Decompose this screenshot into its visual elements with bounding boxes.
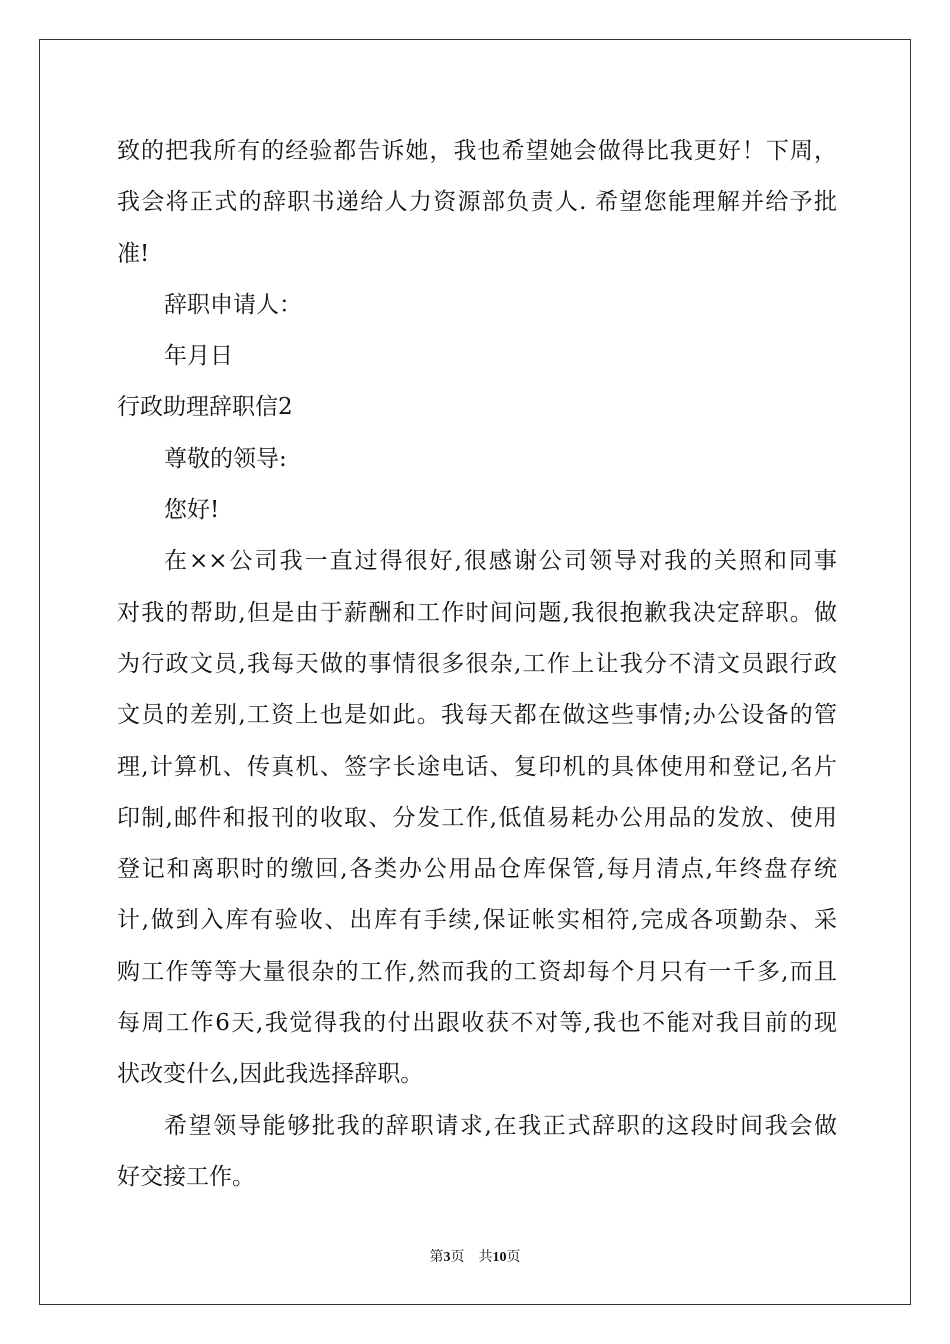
paragraph-line: 每周工作6天,我觉得我的付出跟收获不对等,我也不能对我目前的现 xyxy=(117,1010,837,1037)
paragraph-line: 希望领导能够批我的辞职请求,在我正式辞职的这段时间我会做 xyxy=(164,1112,837,1139)
paragraph-line: 致的把我所有的经验都告诉她，我也希望她会做得比我更好！下周， xyxy=(117,138,837,164)
salutation: 尊敬的领导: xyxy=(164,445,287,472)
section-title: 行政助理辞职信2 xyxy=(117,394,293,421)
date-line: 年月日 xyxy=(164,343,233,370)
paragraph-line: 计,做到入库有验收、出库有手续,保证帐实相符,完成各项勤杂、采 xyxy=(117,907,837,934)
page-suffix: 页 xyxy=(450,1250,465,1265)
paragraph-line: 理,计算机、传真机、签字长途电话、复印机的具体使用和登记,名片 xyxy=(117,753,837,780)
paragraph-line: 在××公司我一直过得很好,很感谢公司领导对我的关照和同事 xyxy=(164,548,837,575)
page-footer xyxy=(0,1247,950,1268)
paragraph-line: 对我的帮助,但是由于薪酬和工作时间问题,我很抱歉我决定辞职。做 xyxy=(117,599,837,626)
paragraph-line: 我会将正式的辞职书递给人力资源部负责人. 希望您能理解并给予批 xyxy=(117,189,837,216)
total-suffix: 页 xyxy=(506,1250,521,1265)
paragraph-line: 印制,邮件和报刊的收取、分发工作,低值易耗办公用品的发放、使用 xyxy=(117,804,837,831)
paragraph-line: 为行政文员,我每天做的事情很多很杂,工作上让我分不清文员跟行政 xyxy=(117,650,837,677)
paragraph-line: 购工作等等大量很杂的工作,然而我的工资却每个月只有一千多,而且 xyxy=(117,958,837,985)
greeting: 您好! xyxy=(164,497,220,524)
page-prefix: 第 xyxy=(429,1250,444,1265)
page-number: 3 xyxy=(443,1250,451,1265)
paragraph-line: 好交接工作。 xyxy=(117,1163,255,1190)
signature-label: 辞职申请人： xyxy=(164,291,302,318)
paragraph-line: 登记和离职时的缴回,各类办公用品仓库保管,每月清点,年终盘存统 xyxy=(117,856,837,883)
paragraph-line: 准! xyxy=(117,240,150,267)
paragraph-line: 文员的差别,工资上也是如此。我每天都在做这些事情;办公设备的管 xyxy=(117,702,837,729)
paragraph-line: 状改变什么,因此我选择辞职。 xyxy=(117,1061,424,1088)
document-body xyxy=(117,126,837,1203)
total-pages: 10 xyxy=(492,1250,507,1265)
total-prefix: 共 xyxy=(478,1250,493,1265)
